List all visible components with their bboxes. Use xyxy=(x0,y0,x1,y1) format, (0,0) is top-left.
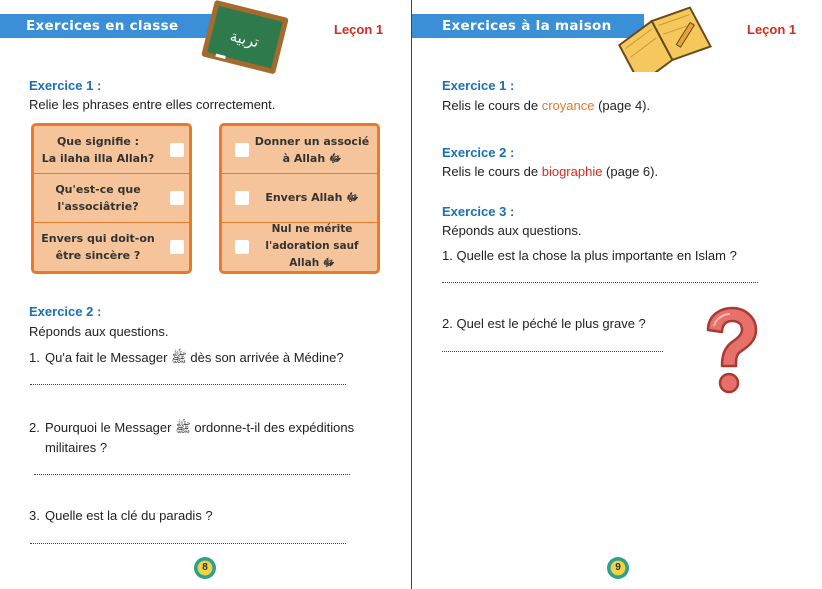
match-text: Donner un associé xyxy=(254,134,370,148)
answer-line[interactable] xyxy=(30,543,346,544)
question-mark-icon xyxy=(700,306,760,398)
header-bar: Exercices à la maison xyxy=(412,14,644,38)
page-number: 8 xyxy=(194,557,216,579)
match-text: Envers qui doit-on xyxy=(41,231,155,245)
match-text: l'adoration sauf Allah ﷻ xyxy=(265,240,359,270)
answer-line[interactable] xyxy=(442,351,663,352)
match-text: à Allah ﷻ xyxy=(282,151,342,165)
exercise2-title: Exercice 2 : xyxy=(442,145,515,160)
exercise1-text xyxy=(442,98,650,113)
match-text: l'associâtrie? xyxy=(57,199,139,213)
board-text: تربية xyxy=(228,26,261,52)
question-1: Qu'a fait le Messager ﷺ dès son arrivée à Médine? xyxy=(45,350,344,365)
exercise3-instruction: Réponds aux questions. xyxy=(442,223,582,238)
question-2: 2. Quel est le péché le plus grave ? xyxy=(442,316,646,331)
exercise2-text xyxy=(442,164,658,179)
text-segment: Relis le cours de xyxy=(442,98,542,113)
match-text: être sincère ? xyxy=(55,248,141,262)
question-number: 2. xyxy=(29,420,40,435)
match-checkbox[interactable] xyxy=(170,143,184,157)
match-checkbox[interactable] xyxy=(170,240,184,254)
exercise2-instruction: Réponds aux questions. xyxy=(29,324,169,339)
answer-line[interactable] xyxy=(442,282,758,283)
lesson-label: Leçon 1 xyxy=(747,22,797,37)
answer-line[interactable] xyxy=(30,384,346,385)
match-text: La ilaha illa Allah? xyxy=(41,151,155,165)
match-item xyxy=(222,223,377,271)
match-item xyxy=(34,223,189,271)
text-segment: (page 4). xyxy=(594,98,651,113)
question-2-cont: militaires ? xyxy=(45,440,108,455)
question-number: 1. xyxy=(29,350,40,365)
match-column-right xyxy=(219,123,380,274)
match-text: Nul ne mérite xyxy=(271,223,353,236)
header-bar: Exercices en classe xyxy=(0,14,220,38)
right-page xyxy=(411,0,822,589)
question-number: 3. xyxy=(29,508,40,523)
text-segment: Relis le cours de xyxy=(442,164,542,179)
question-2: Pourquoi le Messager ﷺ ordonne-t-il des expéditions xyxy=(45,420,355,435)
exercise3-title: Exercice 3 : xyxy=(442,204,515,219)
lesson-label: Leçon 1 xyxy=(334,22,384,37)
match-checkbox[interactable] xyxy=(235,240,249,254)
match-text: Que signifie : xyxy=(56,134,140,148)
book-icon xyxy=(612,0,712,72)
course-link: croyance xyxy=(541,98,595,113)
page-number: 9 xyxy=(607,557,629,579)
match-item xyxy=(222,126,377,174)
match-checkbox[interactable] xyxy=(235,143,249,157)
text-segment: (page 6). xyxy=(602,164,659,179)
match-item xyxy=(34,174,189,222)
match-item xyxy=(222,174,377,222)
match-item xyxy=(34,126,189,174)
match-text: Qu'est-ce que xyxy=(55,182,141,196)
match-checkbox[interactable] xyxy=(235,191,249,205)
question-3: Quelle est la clé du paradis ? xyxy=(45,508,213,523)
match-text: Envers Allah ﷻ xyxy=(265,191,359,205)
question-1: 1. Quelle est la chose la plus importante en Islam ? xyxy=(442,248,737,263)
exercise1-instruction: Relie les phrases entre elles correctement. xyxy=(29,97,276,112)
exercise1-title: Exercice 1 : xyxy=(442,78,515,93)
course-link: biographie xyxy=(541,164,603,179)
match-checkbox[interactable] xyxy=(170,191,184,205)
answer-line[interactable] xyxy=(34,474,350,475)
match-column-left xyxy=(31,123,192,274)
chalkboard-icon xyxy=(196,0,292,82)
exercise1-title: Exercice 1 : xyxy=(29,78,102,93)
exercise2-title: Exercice 2 : xyxy=(29,304,102,319)
